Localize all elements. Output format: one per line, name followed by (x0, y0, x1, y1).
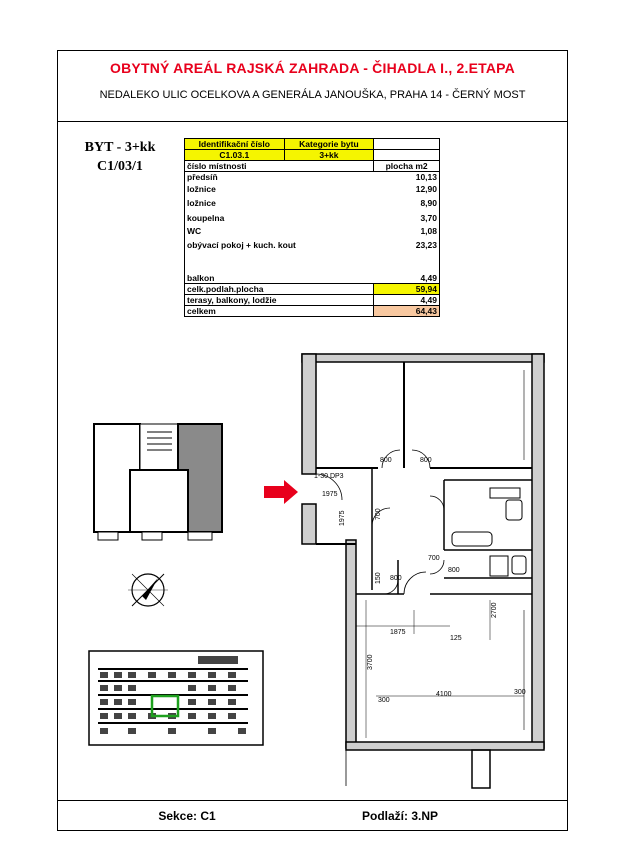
room-area-table (184, 138, 440, 317)
table-row: ložnice 8,90 (187, 198, 437, 208)
table-header-row (185, 139, 440, 150)
dim-label: 800 (448, 567, 460, 574)
table-id-row (185, 150, 440, 161)
area-header: plocha m2 (374, 161, 440, 172)
id-label: Identifikační číslo (185, 139, 285, 150)
floor-label: Podlaží: 3.NP (361, 809, 438, 823)
situation-plan (88, 650, 264, 746)
building-key-plan (92, 420, 232, 542)
total-floor-row: celk.podlah.plocha 59,94 (185, 284, 440, 295)
dim-label: 300 (514, 689, 526, 696)
dim-label: 1975 (322, 491, 338, 498)
compass-icon (124, 566, 172, 614)
dim-label: 700 (428, 555, 440, 562)
total-value: 64,43 (374, 306, 440, 317)
dim-label: 700 (375, 508, 382, 520)
dim-label: 3700 (367, 654, 374, 670)
dim-label: 4100 (436, 691, 452, 698)
table-row: WC 1,08 (187, 226, 437, 236)
terraces-row: terasy, balkony, lodžie 4,49 (185, 295, 440, 306)
dim-label: 1875 (390, 629, 406, 636)
dim-label: 800 (420, 457, 432, 464)
dim-label: 300 (378, 697, 390, 704)
id-value: C1.03.1 (185, 150, 285, 161)
table-row: obývací pokoj + kuch. kout 23,23 (187, 240, 437, 250)
total-floor-value: 59,94 (374, 284, 440, 295)
floor-plan (280, 350, 550, 790)
total-row: celkem 64,43 (185, 306, 440, 317)
dim-label: 800 (380, 457, 392, 464)
dim-label: 1975 (339, 510, 346, 526)
table-row: ložnice 12,90 (187, 183, 437, 194)
category-label: Kategorie bytu (284, 139, 374, 150)
dim-label: 125 (450, 635, 462, 642)
category-value: 3+kk (284, 150, 374, 161)
room-header: číslo místnosti (185, 161, 374, 172)
footer-divider (57, 800, 568, 801)
table-row: předsíň 10,13 (187, 172, 437, 182)
dim-label: 800 (390, 575, 402, 582)
table-column-row (185, 161, 440, 172)
unit-label (60, 138, 180, 176)
project-title: OBYTNÝ AREÁL RAJSKÁ ZAHRADA - ČIHADLA I., 2.ETAPA (110, 60, 515, 76)
dim-label: 2700 (491, 602, 498, 618)
header-divider (57, 121, 568, 122)
table-row: koupelna 3,70 (187, 213, 437, 223)
table-row: balkon 4,49 (187, 273, 437, 283)
project-subtitle: NEDALEKO ULIC OCELKOVA A GENERÁLA JANOUŠKA, PRAHA 14 - ČERNÝ MOST (99, 89, 526, 101)
door-tag: 1-30 DP3 (314, 473, 344, 480)
dim-label: 150 (375, 572, 382, 584)
unit-code: C1/03/1 (97, 159, 143, 174)
unit-type: BYT - 3+kk (84, 140, 156, 155)
section-label: Sekce: C1 (158, 809, 216, 823)
